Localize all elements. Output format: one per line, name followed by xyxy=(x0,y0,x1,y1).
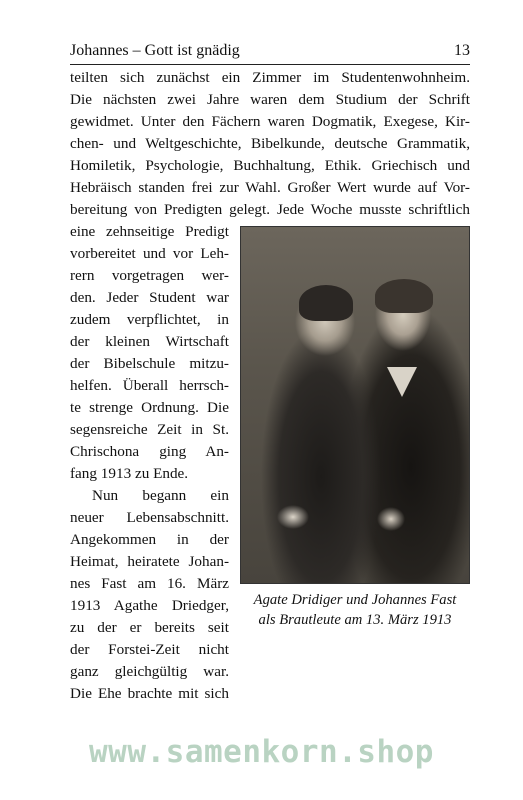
body-line: Die nächsten zwei Jahre waren dem Studium der Schrift xyxy=(70,91,470,108)
body-line: rern vorgetragen wer- xyxy=(70,267,229,284)
body-line: Nun begann ein xyxy=(92,487,229,504)
photo-detail xyxy=(299,285,353,321)
body-line: eine zehnseitige Predigt xyxy=(70,223,229,240)
body-line: fang 1913 zu Ende. xyxy=(70,465,189,482)
body-line: neuer Lebensabschnitt. xyxy=(70,509,229,526)
body-line: Heimat, heiratete Johan- xyxy=(70,553,229,570)
photo-caption-line1: Agate Dridiger und Johannes Fast xyxy=(253,592,457,608)
body-line: zudem verpflichtet, in xyxy=(70,311,229,328)
body-line: zu der er bereits seit xyxy=(70,619,229,636)
body-line: nes Fast am 16. März xyxy=(70,575,229,592)
photo-detail xyxy=(387,367,417,397)
body-line: ganz gleichgültig war. xyxy=(70,663,229,680)
body-line: gewidmet. Unter den Fächern waren Dogmatik, Exegese, Kir- xyxy=(70,113,470,130)
body-line: vorbereitet und vor Leh- xyxy=(70,245,229,262)
body-line: te strenge Ordnung. Die xyxy=(70,399,229,416)
body-line: Hebräisch standen frei zur Wahl. Großer Wert wurde auf Vor- xyxy=(70,179,470,196)
running-title: Johannes – Gott ist gnädig xyxy=(70,42,240,59)
wedding-photograph xyxy=(240,226,470,584)
watermark-url: www.samenkorn.shop xyxy=(89,734,434,770)
body-line: Homiletik, Psychologie, Buchhaltung, Ethik. Griechisch und xyxy=(70,157,470,174)
page-number: 13 xyxy=(454,42,470,59)
body-line: segensreiche Zeit in St. xyxy=(70,421,229,438)
body-line: den. Jeder Student war xyxy=(70,289,229,306)
body-line: der kleinen Wirtschaft xyxy=(70,333,229,350)
running-header xyxy=(70,42,470,65)
body-line: Chrischona ging An- xyxy=(70,443,229,460)
photo-caption-line2: als Brautleute am 13. März 1913 xyxy=(258,612,452,628)
body-line: der Forstei-Zeit nicht xyxy=(70,641,229,658)
body-line: helfen. Überall herrsch- xyxy=(70,377,229,394)
body-line: Die Ehe brachte mit sich xyxy=(70,685,229,702)
body-line: teilten sich zunächst ein Zimmer im Studentenwohnheim. xyxy=(70,69,470,86)
body-line: der Bibelschule mitzu- xyxy=(70,355,229,372)
body-line: Angekommen in der xyxy=(70,531,229,548)
body-line: bereitung von Predigten gelegt. Jede Woche musste schriftlich xyxy=(70,201,470,218)
body-line: 1913 Agathe Driedger, xyxy=(70,597,229,614)
body-line: chen- und Weltgeschichte, Bibelkunde, deutsche Grammatik, xyxy=(70,135,470,152)
photo-detail xyxy=(375,279,433,313)
